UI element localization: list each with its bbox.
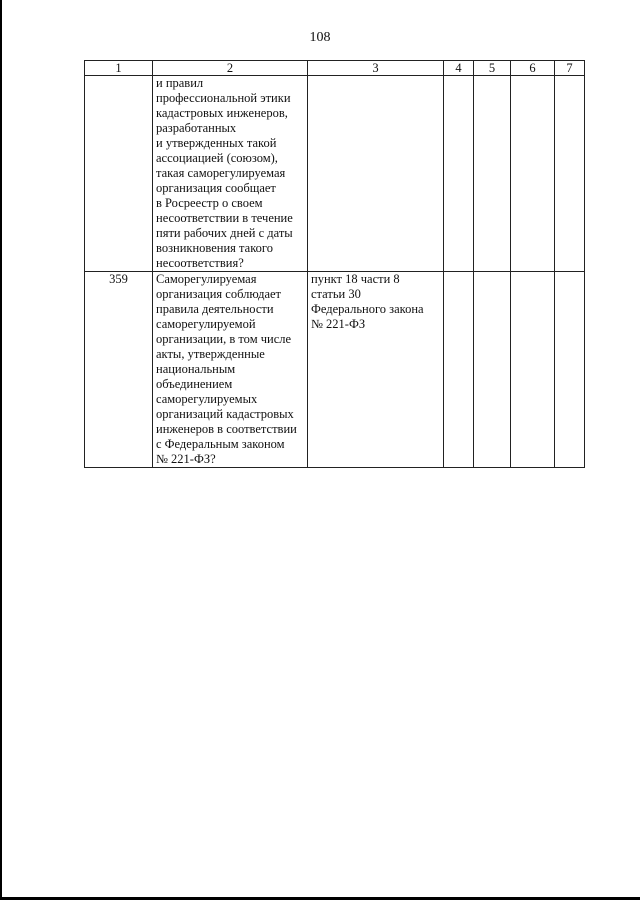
header-col-1: 1: [85, 61, 153, 76]
table-header-row: [85, 61, 585, 76]
answer-cell-5: [474, 76, 511, 272]
table-row: [85, 76, 585, 272]
header-col-3: 3: [308, 61, 444, 76]
page-number: 108: [309, 30, 331, 45]
answer-cell-4: [444, 272, 474, 468]
requirement-question-cell: Саморегулируемая организация соблюдает правила деятельности саморегулируемой организации, в том числе акты, утвержденные национальным объединением саморегулируемых организаций кадастровых инженеров в соответствии с Федеральным законом № 221-ФЗ?: [153, 272, 308, 468]
checklist-table: [84, 60, 585, 468]
header-col-5: 5: [474, 61, 511, 76]
header-col-2: 2: [153, 61, 308, 76]
header-col-7: 7: [555, 61, 585, 76]
header-col-6: 6: [511, 61, 555, 76]
answer-cell-6: [511, 76, 555, 272]
answer-cell-4: [444, 76, 474, 272]
table-row: [85, 272, 585, 468]
requirement-question-cell: и правил профессиональной этики кадастровых инженеров, разработанных и утвержденных такой ассоциацией (союзом), такая саморегулируемая организация сообщает в Росреестр о своем несоответствии в течение пяти рабочих дней с даты возникновения такого несоответствия?: [153, 76, 308, 272]
answer-cell-6: [511, 272, 555, 468]
answer-cell-7: [555, 272, 585, 468]
legal-reference-cell: пункт 18 части 8 статьи 30 Федерального закона № 221-ФЗ: [308, 272, 444, 468]
answer-cell-7: [555, 76, 585, 272]
answer-cell-5: [474, 272, 511, 468]
row-number-cell: [85, 76, 153, 272]
legal-reference-cell: [308, 76, 444, 272]
row-number-cell: 359: [85, 272, 153, 468]
scan-edge-left: [0, 0, 2, 900]
header-col-4: 4: [444, 61, 474, 76]
